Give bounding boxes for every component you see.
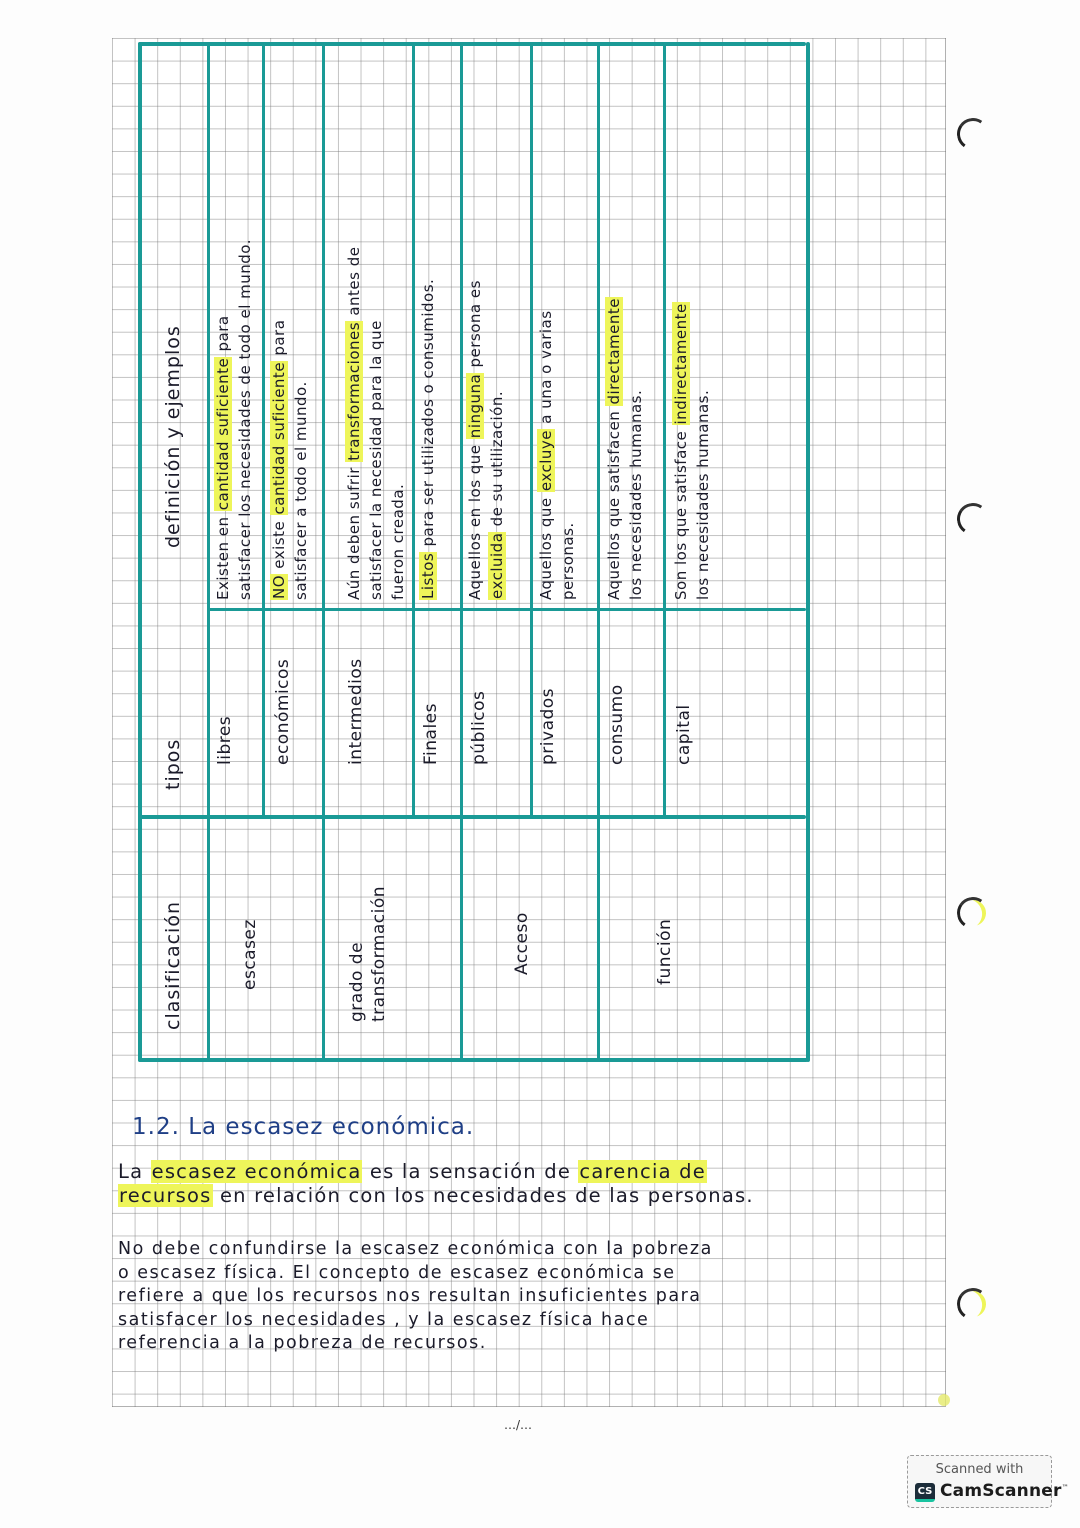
binder-hole-icon (954, 115, 991, 152)
paragraph-line: No debe confundirse la escasez económica con la pobreza (118, 1239, 713, 1259)
type-2: intermedios (346, 658, 366, 765)
classification-grado: grado de transformación (347, 885, 389, 1022)
paragraph-line: recursos en relación con los necesidades de las personas. (119, 1184, 754, 1207)
brand-name: CamScanner (940, 1481, 1062, 1501)
type-0: libres (215, 715, 235, 765)
paragraph-line: La escasez económica es la sensación de carencia de (118, 1160, 706, 1183)
type-1: económicos (273, 658, 293, 765)
definition-3: Listos para ser utilizados o consumidos. (419, 278, 437, 599)
section-title: 1.2. La escasez económica. (132, 1114, 475, 1140)
watermark-brand (940, 1481, 1069, 1501)
definition-2: Aún deben sufrir transformaciones antes de satisfacer la necesidad para la que fueron creada. (345, 246, 407, 600)
table-border-top (138, 42, 806, 46)
table-border-bottom (138, 1058, 808, 1062)
classification-6: función (655, 918, 675, 985)
camscanner-watermark (907, 1455, 1069, 1508)
type-6: consumo (607, 684, 627, 765)
definition-1: NO existe cantidad suficiente para satisfacer a todo el mundo. (270, 319, 310, 600)
header-definicion: definición y ejemplos (162, 325, 184, 548)
definition-0: Existen en cantidad suficiente para satisfacer los necesidades de todo el mundo. (214, 239, 254, 600)
paragraph-line: referencia a la pobreza de recursos. (118, 1333, 487, 1353)
divider-tipos-definicion (207, 608, 806, 611)
binder-hole-icon (954, 894, 991, 931)
flower-doodle-icon (938, 1394, 950, 1406)
type-3: Finales (421, 703, 441, 765)
watermark-caption: Scanned with (935, 1462, 1024, 1477)
row-divider (663, 42, 666, 817)
classification-4: Acceso (512, 912, 532, 975)
explanation-paragraph (118, 1238, 713, 1356)
type-4: públicos (469, 690, 489, 765)
definition-4: Aquellos en los que ninguna persona es excluida de su utilización. (466, 280, 506, 600)
binder-hole-icon (954, 1285, 991, 1322)
row-divider (412, 42, 415, 817)
row-divider (460, 42, 463, 1060)
type-5: privados (538, 687, 558, 765)
definition-paragraph (118, 1160, 754, 1208)
type-7: capital (674, 704, 694, 765)
divider-clasificacion-tipos (138, 815, 806, 819)
paragraph-line: satisfacer los necesidades , y la escasez física hace (118, 1309, 650, 1330)
definition-5: Aquellos que excluye a una o varias personas. (537, 310, 577, 600)
page-continuation-mark: …/… (504, 1418, 533, 1432)
paragraph-line: o escasez física. El concepto de escasez económica se (118, 1262, 676, 1283)
definition-6: Aquellos que satisfacen directamente los necesidades humanas. (605, 297, 645, 600)
header-tipos: tipos (162, 738, 184, 790)
row-divider (322, 42, 325, 1060)
camscanner-logo-icon: CS (915, 1483, 935, 1502)
classification-0: escasez (240, 919, 260, 990)
table-border-right (806, 42, 810, 1062)
table-border-left (138, 42, 142, 1062)
binder-hole-icon (954, 500, 991, 537)
header-clasificacion: clasificación (162, 901, 184, 1030)
row-divider (207, 42, 210, 1060)
definition-7: Son los que satisface indirectamente los necesidades humanas. (672, 303, 712, 600)
row-divider (262, 42, 265, 817)
row-divider (530, 42, 533, 817)
row-divider (597, 42, 600, 1060)
trademark: ™ (1061, 1483, 1069, 1492)
paragraph-line: refiere a que los recursos nos resultan insuficientes para (118, 1286, 702, 1306)
